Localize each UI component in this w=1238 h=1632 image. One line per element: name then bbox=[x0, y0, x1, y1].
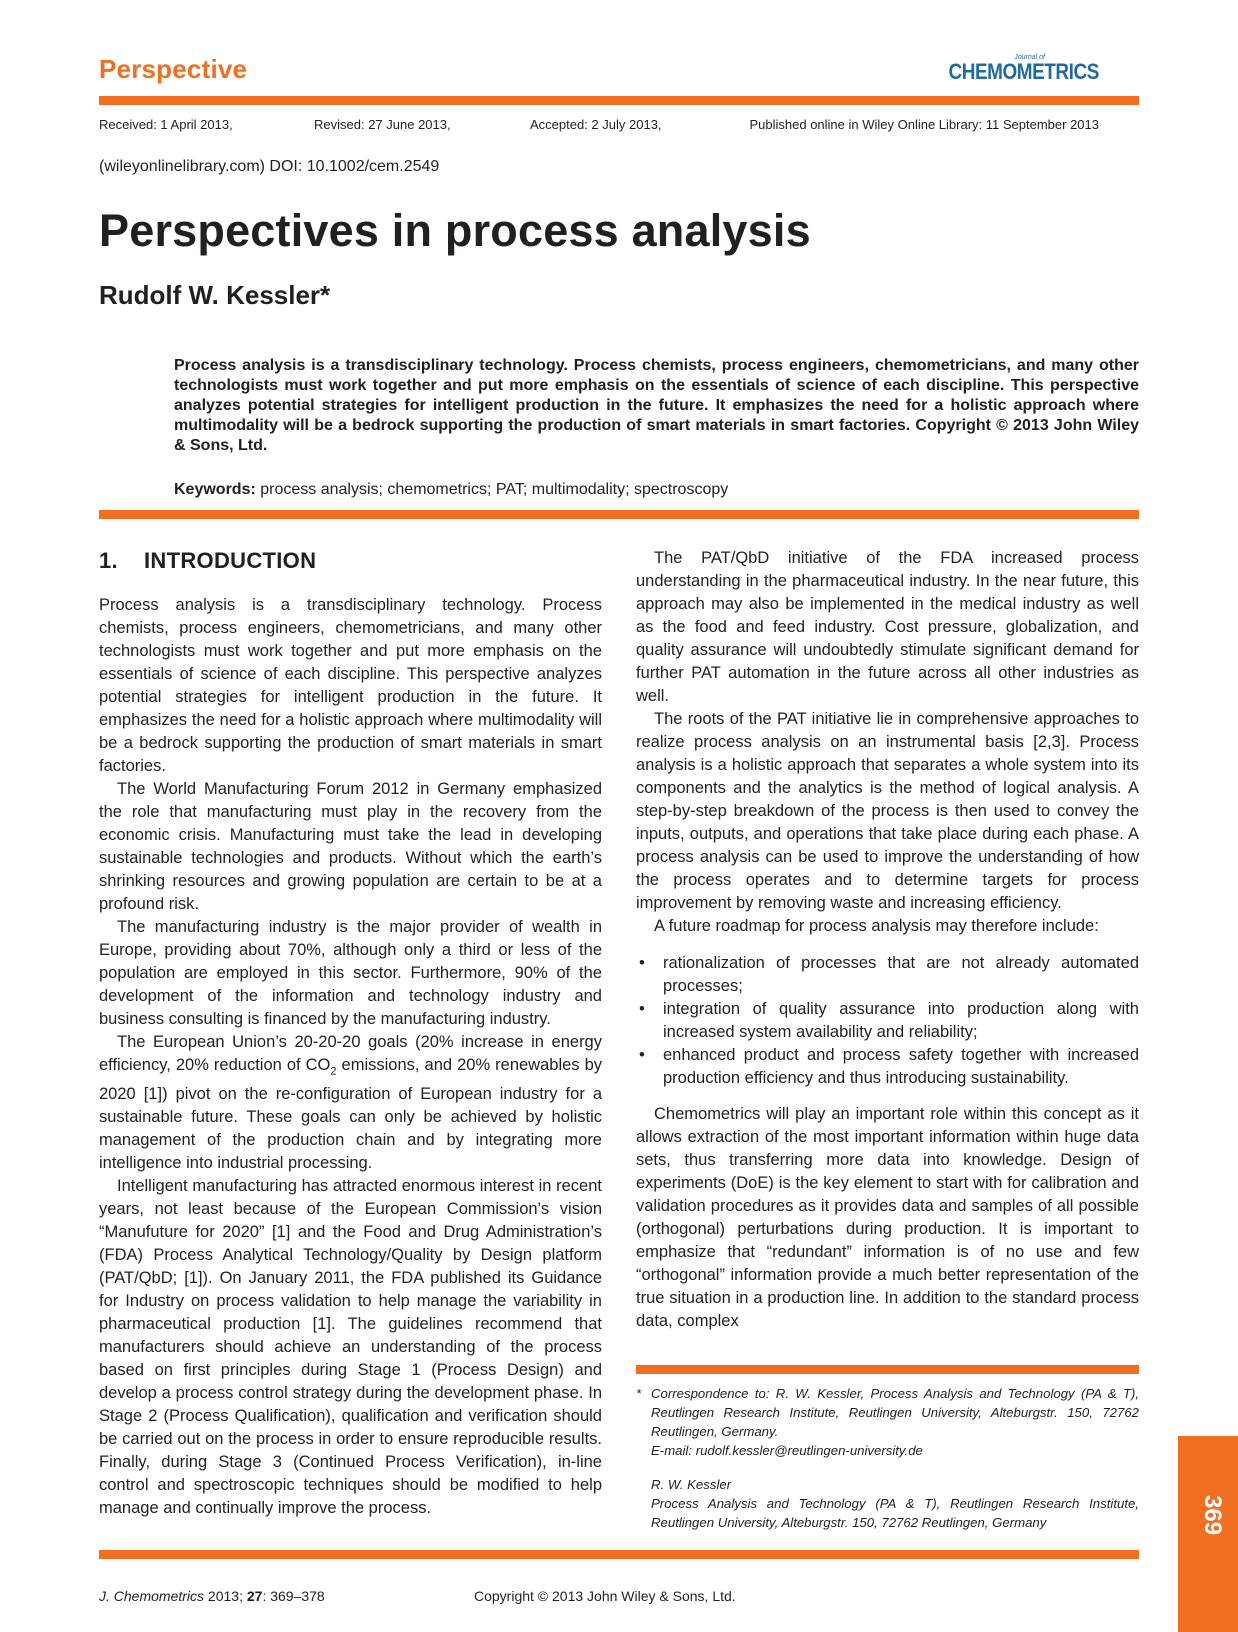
journal-logo-small: Journal of bbox=[1014, 54, 1045, 61]
received-date: Received: 1 April 2013, bbox=[99, 117, 233, 132]
list-item-text: integration of quality assurance into production along with increased system availability and reliability; bbox=[663, 1000, 1139, 1041]
footer-copyright: Copyright © 2013 John Wiley & Sons, Ltd. bbox=[474, 1588, 736, 1604]
paragraph: The PAT/QbD initiative of the FDA increased process understanding in the pharmaceutical industry. In the near future, this approach may also be implemented in the medical industry as well as the food and feed industry. Cost pressure, globalization, and quality assurance will undoubtedly stimulate significant demand for further PAT automation in the future across all other industries as well. bbox=[636, 549, 1139, 705]
subscript: 2 bbox=[330, 1065, 337, 1078]
paragraph-part: The European Union’s 20-20-20 goals (20% increase in energy efficiency, 20% reduction of CO bbox=[99, 1033, 602, 1074]
accepted-date: Accepted: 2 July 2013, bbox=[530, 117, 662, 132]
revised-date: Revised: 27 June 2013, bbox=[314, 117, 451, 132]
footer-pages: : 369–378 bbox=[262, 1588, 325, 1604]
footer-year: 2013; bbox=[204, 1588, 247, 1604]
section-number: 1. bbox=[99, 548, 118, 573]
list-item bbox=[636, 952, 1139, 998]
doi: (wileyonlinelibrary.com) DOI: 10.1002/cem.2549 bbox=[99, 158, 440, 175]
paragraph: Intelligent manufacturing has attracted enormous interest in recent years, not least because of the European Commission’s vision “Manufuture for 2020” [1] and the Food and Drug Administration’s (FDA) Process Analytical Technology/Quality by Design platform (PAT/QbD; [1]). On January 2011, the FDA published its Guidance for Industry on process validation to help manage the variability in pharmaceutical production [1]. The guidelines recommend that manufacturers should achieve an understanding of the process based on first principles during Stage 1 (Process Design) and develop a process control strategy during the development phase. In Stage 2 (Process Qualification), qualification and verification should be carried out on the process in order to ensure reproducible results. Finally, during Stage 3 (Continued Process Verification), in-line control and spectroscopic techniques should be modified to help manage and continually improve the process. bbox=[99, 1177, 602, 1518]
right-column-bottom bbox=[636, 1103, 1139, 1333]
abstract-rule bbox=[99, 510, 1139, 519]
author: Rudolf W. Kessler* bbox=[99, 280, 331, 310]
paragraph bbox=[99, 1031, 602, 1175]
paragraph: The manufacturing industry is the major provider of wealth in Europe, providing about 70%, although only a third or less of the population are employed in this sector. Furthermore, 90% of the development of the information and technology industry and business consulting is financed by the manufacturing industry. bbox=[99, 918, 602, 1028]
footer-volume: 27 bbox=[246, 1588, 263, 1604]
roadmap-list bbox=[636, 952, 1139, 1090]
page-number: 369 bbox=[1199, 1495, 1226, 1536]
bullet-icon: • bbox=[639, 1000, 645, 1018]
list-item-text: rationalization of processes that are not already automated processes; bbox=[663, 954, 1139, 995]
paragraph: A future roadmap for process analysis may therefore include: bbox=[654, 917, 1099, 935]
paragraph: The roots of the PAT initiative lie in comprehensive approaches to realize process analysis on an instrumental basis [2,3]. Process analysis is a holistic approach that separates a whole system into its components and the analytics is the method of logical analysis. A step-by-step breakdown of the process is then used to convey the inputs, outputs, and operations that take place during each phase. A process analysis can be used to improve the understanding of how the process operates and to determine targets for process improvement by removing waste and increasing efficiency. bbox=[636, 710, 1139, 912]
abstract: Process analysis is a transdisciplinary technology. Process chemists, process engineers, chemometricians, and many other technologists must work together and put more emphasis on the essentials of science of each discipline. This perspective analyzes potential strategies for intelligent production in the future. It emphasizes the need for a holistic approach where multimodality will be a bedrock supporting the production of smart materials in smart factories. Copyright © 2013 John Wiley & Sons, Ltd. bbox=[174, 357, 1139, 454]
footnotes bbox=[636, 1384, 1139, 1532]
paragraph: Chemometrics will play an important role within this concept as it allows extraction of the most important information within huge data sets, thus transferring more data into knowledge. Design of experiments (DoE) is the key element to start with for calibration and validation procedures as it provides data and samples of all possible (orthogonal) perturbations during production. It is important to emphasize that “redundant” information is of no use and few “orthogonal” information provide a much better representation of the true situation in a production line. In addition to the standard process data, complex bbox=[636, 1105, 1139, 1330]
keywords-list: process analysis; chemometrics; PAT; multimodality; spectroscopy bbox=[255, 481, 729, 498]
bullet-icon: • bbox=[639, 1046, 645, 1064]
journal-logo-name: CHEMOMETRICS bbox=[948, 59, 1099, 84]
list-item-text: enhanced product and process safety together with increased production efficiency and thus introducing sustainability. bbox=[663, 1046, 1139, 1087]
affiliation-name: R. W. Kessler bbox=[651, 1477, 732, 1492]
affiliation-address: Process Analysis and Technology (PA & T), Reutlingen Research Institute, Reutlingen University, Alteburgstr. 150, 72762 Reutlingen, Germany bbox=[651, 1496, 1139, 1530]
keywords bbox=[174, 481, 1139, 499]
footer-journal: J. Chemometrics bbox=[99, 1588, 205, 1604]
section-label: Perspective bbox=[99, 54, 248, 84]
left-column bbox=[99, 594, 602, 1520]
section-heading-text: INTRODUCTION bbox=[144, 548, 317, 573]
list-item bbox=[636, 1044, 1139, 1090]
footer-rule bbox=[99, 1550, 1139, 1559]
article-title: Perspectives in process analysis bbox=[99, 205, 811, 256]
footer-citation bbox=[99, 1588, 325, 1604]
right-column-top bbox=[636, 547, 1139, 938]
footnote-star: * bbox=[636, 1386, 642, 1401]
bullet-icon: • bbox=[639, 954, 645, 972]
email-note: E-mail: rudolf.kessler@reutlingen-university.de bbox=[651, 1443, 923, 1458]
paragraph: The World Manufacturing Forum 2012 in Germany emphasized the role that manufacturing must play in the recovery from the economic crisis. Manufacturing must take the lead in developing sustainable technologies and products. Without which the earth’s shrinking resources and growing population are certain to be at a profound risk. bbox=[99, 780, 602, 913]
correspondence-note: Correspondence to: R. W. Kessler, Process Analysis and Technology (PA & T), Reutlingen Research Institute, Reutlingen University, Alteburgstr. 150, 72762 Reutlingen, Germany. bbox=[651, 1386, 1139, 1439]
paragraph: Process analysis is a transdisciplinary technology. Process chemists, process engineers, chemometricians, and many other technologists must work together and put more emphasis on the essentials of science of each discipline. This perspective analyzes potential strategies for intelligent production in the future. It emphasizes the need for a holistic approach where multimodality will be a bedrock supporting the production of smart materials in smart factories. bbox=[99, 596, 602, 775]
journal-logo bbox=[924, 54, 1099, 83]
header-rule bbox=[99, 96, 1139, 105]
published-date: Published online in Wiley Online Library: 11 September 2013 bbox=[749, 117, 1099, 132]
keywords-label: Keywords: bbox=[174, 481, 256, 498]
list-item bbox=[636, 998, 1139, 1044]
section-heading bbox=[99, 548, 316, 574]
footnote-rule bbox=[636, 1365, 1139, 1374]
page-number-tab bbox=[1178, 1436, 1238, 1632]
paragraph-part: emissions, and 20% renewables by 2020 [1]) pivot on the re-configuration of European industry for a sustainable future. These goals can only be achieved by holistic management of the production chain and by integrating more intelligence into industrial processing. bbox=[99, 1056, 602, 1173]
